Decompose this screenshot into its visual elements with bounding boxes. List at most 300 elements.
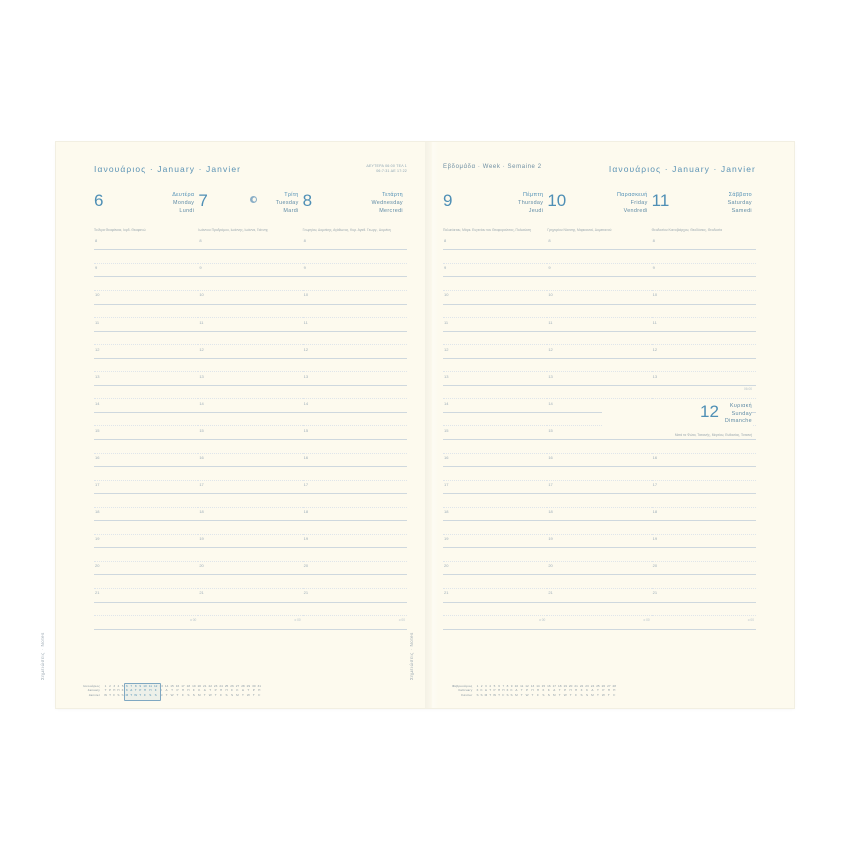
mini-calendar-cell[interactable]: 29 [246,683,251,688]
mini-calendar-cell[interactable]: Π [613,688,616,693]
mini-calendar-cell[interactable]: 1 [104,683,107,688]
hour-row[interactable] [303,508,407,522]
mini-calendar-cell[interactable]: Π [258,688,261,693]
mini-calendar-cell[interactable]: S [121,693,124,698]
mini-calendar-cell[interactable]: Δ [165,688,168,693]
half-hour-row[interactable] [303,521,407,535]
half-hour-row[interactable] [94,521,198,535]
half-hour-row[interactable] [198,521,302,535]
hour-row[interactable] [652,372,756,386]
mini-calendar-cell[interactable]: M [515,693,518,698]
mini-calendar-cell[interactable]: Ρ [252,688,255,693]
half-hour-row[interactable] [303,603,407,617]
hour-row[interactable] [443,454,547,468]
hour-row[interactable] [652,481,756,495]
mini-calendar-cell[interactable]: 19 [563,683,567,688]
mini-calendar-cell[interactable]: Σ [580,688,583,693]
half-hour-row[interactable] [303,575,407,589]
mini-calendar-cell[interactable]: Δ [130,688,133,693]
hour-row[interactable] [303,589,407,603]
mini-calendar-cell[interactable]: S [154,693,157,698]
hour-row[interactable] [198,589,302,603]
half-hour-row[interactable] [94,467,198,481]
hour-row[interactable] [443,508,547,522]
hour-row[interactable] [443,318,547,332]
hour-row[interactable] [198,508,302,522]
mini-calendar-cell[interactable]: 6 [498,683,500,688]
mini-calendar-cell[interactable]: 2 [109,683,111,688]
mini-calendar-cell[interactable]: T [596,693,599,698]
mini-calendar-cell[interactable]: W [134,693,138,698]
half-hour-row[interactable] [547,250,651,264]
mini-calendar-cell[interactable]: 15 [541,683,546,688]
half-hour-row[interactable] [547,521,651,535]
hour-row[interactable] [303,237,407,251]
mini-calendar-cell[interactable]: W [601,693,605,698]
mini-calendar-cell[interactable]: T [176,693,179,698]
hour-row[interactable] [94,535,198,549]
hour-row[interactable] [94,399,198,413]
mini-calendar-january[interactable] [82,684,262,698]
mini-calendar-cell[interactable]: M [125,693,129,698]
half-hour-row[interactable] [443,277,547,291]
mini-calendar-cell[interactable]: S [547,693,550,698]
mini-calendar-cell[interactable]: Π [502,688,505,693]
hour-row[interactable] [652,345,756,359]
mini-calendar-cell[interactable]: Σ [154,688,157,693]
hour-row[interactable] [443,426,547,440]
hour-row[interactable] [198,535,302,549]
hour-row[interactable] [652,237,756,251]
mini-calendar-cell[interactable]: 21 [203,683,207,688]
mini-calendar-cell[interactable]: 13 [159,683,163,688]
hour-row[interactable] [547,318,651,332]
mini-calendar-cell[interactable]: 14 [536,683,540,688]
mini-calendar-cell[interactable]: W [246,693,250,698]
mini-calendar-cell[interactable]: Σ [506,688,509,693]
mini-calendar-cell[interactable]: W [170,693,174,698]
mini-calendar-cell[interactable]: M [484,693,488,698]
half-hour-row[interactable] [652,494,756,508]
mini-calendar-cell[interactable]: Ρ [214,688,217,693]
mini-calendar-cell[interactable]: T [139,693,142,698]
hour-row[interactable] [547,454,651,468]
half-hour-row[interactable] [443,305,547,319]
half-hour-row[interactable] [443,413,547,427]
half-hour-row[interactable] [547,440,651,454]
mini-calendar-cell[interactable]: Κ [160,688,163,693]
mini-calendar-cell[interactable]: 1 [476,683,479,688]
mini-calendar-cell[interactable]: 9 [510,683,513,688]
mini-calendar-cell[interactable]: 23 [585,683,589,688]
hour-row[interactable] [303,481,407,495]
half-hour-row[interactable] [652,548,756,562]
hour-row[interactable] [443,589,547,603]
hour-row[interactable] [443,345,547,359]
mini-calendar-cell[interactable]: T [241,693,244,698]
mini-calendar-cell[interactable]: Σ [121,688,124,693]
half-hour-row[interactable] [94,305,198,319]
hour-row[interactable] [303,345,407,359]
mini-calendar-cell[interactable]: S [187,693,190,698]
mini-calendar-cell[interactable]: Τ [134,688,137,693]
mini-calendar-cell[interactable]: Π [181,688,185,693]
mini-calendar-cell[interactable]: Σ [192,688,195,693]
mini-calendar-cell[interactable]: 4 [489,683,491,688]
mini-calendar-cell[interactable]: Σ [231,688,233,693]
half-hour-row[interactable] [303,548,407,562]
half-hour-row[interactable] [443,332,547,346]
mini-calendar-cell[interactable]: W [208,693,212,698]
hour-row[interactable] [198,291,302,305]
half-hour-row[interactable] [652,467,756,481]
hour-row[interactable] [443,264,547,278]
hour-row[interactable] [94,345,198,359]
half-hour-row[interactable] [547,305,651,319]
mini-calendar-cell[interactable]: S [542,693,545,698]
mini-calendar-cell[interactable]: M [159,693,163,698]
mini-calendar-february[interactable] [451,684,617,698]
mini-calendar-cell[interactable]: 20 [568,683,573,688]
mini-calendar-cell[interactable]: Τ [209,688,212,693]
half-hour-row[interactable] [303,467,407,481]
mini-calendar-cell[interactable]: F [144,693,146,698]
hour-row[interactable] [303,399,407,413]
hour-row[interactable] [443,291,547,305]
mini-calendar-cell[interactable]: 28 [612,683,616,688]
mini-calendar-cell[interactable]: F [113,693,116,698]
mini-calendar-cell[interactable]: Π [149,688,152,693]
half-hour-row[interactable] [547,494,651,508]
mini-calendar-cell[interactable]: 25 [224,683,229,688]
mini-calendar-cell[interactable]: Κ [585,688,589,693]
hour-row[interactable] [547,589,651,603]
hour-row[interactable] [303,264,407,278]
hour-row[interactable] [94,264,198,278]
hour-row[interactable] [94,481,198,495]
half-hour-row[interactable] [94,332,198,346]
mini-calendar-cell[interactable]: T [531,693,534,698]
mini-calendar-cell[interactable]: 5 [493,683,496,688]
hour-row[interactable] [303,454,407,468]
half-hour-row[interactable] [303,250,407,264]
half-hour-row[interactable] [303,413,407,427]
mini-calendar-cell[interactable]: 25 [596,683,600,688]
mini-calendar-cell[interactable]: 20 [197,683,202,688]
mini-calendar-cell[interactable]: Δ [553,688,556,693]
mini-calendar-cell[interactable]: Τ [558,688,561,693]
mini-calendar-cell[interactable]: S [506,693,509,698]
mini-calendar-cell[interactable]: S [510,693,513,698]
mini-calendar-cell[interactable]: 6 [126,683,128,688]
hour-row[interactable] [198,318,302,332]
mini-calendar-cell[interactable]: 8 [134,683,137,688]
half-hour-row[interactable] [198,305,302,319]
half-hour-row[interactable] [443,250,547,264]
mini-calendar-cell[interactable]: S [225,693,228,698]
half-hour-row[interactable] [652,603,756,617]
mini-calendar-cell[interactable]: Ρ [564,688,567,693]
mini-calendar-cell[interactable]: T [520,693,523,698]
hour-row[interactable] [547,291,651,305]
mini-calendar-cell[interactable]: Τ [489,688,492,693]
hour-row[interactable] [198,481,302,495]
half-hour-row[interactable] [198,332,302,346]
half-hour-row[interactable] [94,494,198,508]
mini-calendar-cell[interactable]: 26 [601,683,606,688]
mini-calendar-cell[interactable]: T [607,693,610,698]
hour-row[interactable] [198,345,302,359]
half-hour-row[interactable] [303,277,407,291]
mini-calendar-cell[interactable]: Π [498,688,501,693]
mini-calendar-cell[interactable]: 8 [506,683,509,688]
mini-calendar-cell[interactable]: 13 [530,683,535,688]
mini-calendar-cell[interactable]: Ρ [176,688,179,693]
mini-calendar-cell[interactable]: Δ [591,688,594,693]
mini-calendar-cell[interactable]: 3 [485,683,487,688]
half-hour-row[interactable] [198,413,302,427]
hour-row[interactable] [94,508,198,522]
half-hour-row[interactable] [198,440,302,454]
mini-calendar-cell[interactable]: T [569,693,572,698]
hour-row[interactable] [443,372,547,386]
mini-calendar-cell[interactable]: 14 [164,683,169,688]
hour-row[interactable] [198,562,302,576]
mini-calendar-cell[interactable]: 11 [520,683,524,688]
mini-calendar-cell[interactable]: 19 [192,683,196,688]
mini-calendar-cell[interactable]: T [489,693,492,698]
half-hour-row[interactable] [198,494,302,508]
hour-row[interactable] [547,562,651,576]
hour-row[interactable] [547,237,651,251]
mini-calendar-cell[interactable]: W [493,693,496,698]
hour-row[interactable] [94,318,198,332]
hour-row[interactable] [652,264,756,278]
hour-row[interactable] [94,237,198,251]
half-hour-row[interactable] [94,277,198,291]
mini-calendar-cell[interactable]: 16 [175,683,180,688]
mini-calendar-cell[interactable]: Κ [198,688,201,693]
mini-calendar-cell[interactable]: Σ [476,688,479,693]
half-hour-row[interactable] [652,250,756,264]
half-hour-row[interactable] [652,277,756,291]
mini-calendar-cell[interactable]: W [104,693,107,698]
half-hour-row[interactable] [94,548,198,562]
hour-row[interactable] [443,399,547,413]
mini-calendar-cell[interactable]: 26 [230,683,234,688]
mini-calendar-cell[interactable]: 17 [181,683,185,688]
half-hour-row[interactable] [547,467,651,481]
mini-calendar-cell[interactable]: Κ [547,688,550,693]
mini-calendar-cell[interactable]: S [149,693,152,698]
hour-row[interactable] [652,318,756,332]
hour-row[interactable] [547,535,651,549]
mini-calendar-cell[interactable]: Δ [515,688,518,693]
hour-row[interactable] [547,345,651,359]
hour-row[interactable] [652,454,756,468]
hour-row[interactable] [303,426,407,440]
mini-calendar-cell[interactable]: Π [143,688,147,693]
mini-calendar-cell[interactable]: F [258,693,261,698]
half-hour-row[interactable] [652,440,756,454]
half-hour-row[interactable] [652,386,756,400]
hour-row[interactable] [443,535,547,549]
mini-calendar-cell[interactable]: Τ [596,688,599,693]
mini-calendar-cell[interactable]: Π [117,688,120,693]
mini-calendar-cell[interactable]: 12 [153,683,158,688]
half-hour-row[interactable] [198,548,302,562]
mini-calendar-cell[interactable]: S [476,693,479,698]
hour-row[interactable] [547,264,651,278]
half-hour-row[interactable] [652,332,756,346]
hour-row[interactable] [652,508,756,522]
mini-calendar-cell[interactable]: 28 [241,683,245,688]
half-hour-row[interactable] [443,359,547,373]
mini-calendar-cell[interactable]: M [553,693,556,698]
mini-calendar-cell[interactable]: 23 [213,683,218,688]
mini-calendar-cell[interactable]: 27 [607,683,611,688]
mini-calendar-cell[interactable]: W [563,693,567,698]
mini-calendar-cell[interactable]: 7 [502,683,505,688]
half-hour-row[interactable] [443,467,547,481]
mini-calendar-cell[interactable]: 5 [121,683,124,688]
mini-calendar-cell[interactable]: S [585,693,589,698]
half-hour-row[interactable] [94,359,198,373]
hour-row[interactable] [198,237,302,251]
half-hour-row[interactable] [443,494,547,508]
half-hour-row[interactable] [547,386,651,400]
half-hour-row[interactable] [547,548,651,562]
half-hour-row[interactable] [547,575,651,589]
mini-calendar-cell[interactable]: 10 [514,683,519,688]
half-hour-row[interactable] [198,467,302,481]
mini-calendar-cell[interactable]: Δ [484,688,487,693]
hour-row[interactable] [443,562,547,576]
mini-calendar-cell[interactable]: Τ [171,688,173,693]
half-hour-row[interactable] [443,521,547,535]
mini-calendar-cell[interactable]: Δ [203,688,206,693]
half-hour-row[interactable] [443,440,547,454]
hour-row[interactable] [198,426,302,440]
mini-calendar-cell[interactable]: 27 [235,683,240,688]
half-hour-row[interactable] [94,250,198,264]
mini-calendar-cell[interactable]: Π [531,688,534,693]
mini-calendar-cell[interactable]: Τ [104,688,107,693]
mini-calendar-cell[interactable]: Π [536,688,540,693]
mini-calendar-cell[interactable]: S [480,693,483,698]
mini-calendar-cell[interactable]: 17 [552,683,557,688]
mini-calendar-cell[interactable]: Π [187,688,190,693]
mini-calendar-cell[interactable]: T [130,693,133,698]
half-hour-row[interactable] [198,575,302,589]
hour-row[interactable] [547,372,651,386]
mini-calendar-cell[interactable]: T [252,693,255,698]
mini-calendar-cell[interactable]: S [230,693,234,698]
hour-row[interactable] [94,454,198,468]
hour-row[interactable] [303,372,407,386]
mini-calendar-cell[interactable]: 18 [558,683,562,688]
mini-calendar-cell[interactable]: F [575,693,578,698]
hour-row[interactable] [94,372,198,386]
mini-calendar-cell[interactable]: Ρ [139,688,142,693]
mini-calendar-cell[interactable]: T [558,693,561,698]
mini-calendar-cell[interactable]: Π [569,688,572,693]
half-hour-row[interactable] [443,386,547,400]
mini-calendar-cell[interactable]: 16 [547,683,551,688]
hour-row[interactable] [652,589,756,603]
mini-calendar-cell[interactable]: Κ [480,688,483,693]
mini-calendar-cell[interactable]: Π [607,688,610,693]
half-hour-row[interactable] [443,575,547,589]
mini-calendar-cell[interactable]: W [525,693,529,698]
hour-row[interactable] [94,589,198,603]
mini-calendar-cell[interactable]: M [236,693,239,698]
mini-calendar-cell[interactable]: F [220,693,223,698]
mini-calendar-cell[interactable]: 21 [574,683,578,688]
half-hour-row[interactable] [443,603,547,617]
half-hour-row[interactable] [652,521,756,535]
mini-calendar-cell[interactable]: 22 [579,683,584,688]
half-hour-row[interactable] [94,603,198,617]
hour-row[interactable] [547,481,651,495]
half-hour-row[interactable] [303,494,407,508]
mini-calendar-cell[interactable]: F [536,693,539,698]
mini-calendar-cell[interactable]: 24 [590,683,595,688]
hour-row[interactable] [303,318,407,332]
mini-calendar-cell[interactable]: Ρ [525,688,529,693]
half-hour-row[interactable] [198,359,302,373]
mini-calendar-cell[interactable]: Π [219,688,223,693]
half-hour-row[interactable] [94,575,198,589]
mini-calendar-cell[interactable]: Π [113,688,116,693]
mini-calendar-cell[interactable]: 18 [186,683,191,688]
mini-calendar-cell[interactable]: 30 [252,683,256,688]
mini-calendar-cell[interactable]: S [192,693,195,698]
hour-row[interactable] [94,562,198,576]
half-hour-row[interactable] [198,250,302,264]
mini-calendar-cell[interactable]: F [181,693,184,698]
half-hour-row[interactable] [303,440,407,454]
mini-calendar-cell[interactable]: Κ [125,688,128,693]
mini-calendar-cell[interactable]: Δ [241,688,244,693]
half-hour-row[interactable] [94,440,198,454]
hour-row[interactable] [94,291,198,305]
hour-row[interactable] [303,535,407,549]
hour-row[interactable] [198,264,302,278]
mini-calendar-cell[interactable]: M [198,693,201,698]
half-hour-row[interactable] [94,413,198,427]
mini-calendar-cell[interactable]: Κ [510,688,513,693]
hour-row[interactable] [652,535,756,549]
mini-calendar-cell[interactable]: 4 [117,683,120,688]
hour-row[interactable] [443,481,547,495]
mini-calendar-cell[interactable]: Π [225,688,228,693]
half-hour-row[interactable] [303,332,407,346]
hour-row[interactable] [303,291,407,305]
mini-calendar-cell[interactable]: 2 [480,683,483,688]
half-hour-row[interactable] [652,575,756,589]
half-hour-row[interactable] [443,548,547,562]
half-hour-row[interactable] [547,277,651,291]
hour-row[interactable] [652,562,756,576]
hour-row[interactable] [547,508,651,522]
half-hour-row[interactable] [547,603,651,617]
mini-calendar-cell[interactable]: 22 [208,683,212,688]
half-hour-row[interactable] [547,332,651,346]
mini-calendar-cell[interactable]: 7 [130,683,133,688]
half-hour-row[interactable] [652,305,756,319]
mini-calendar-cell[interactable]: T [203,693,206,698]
